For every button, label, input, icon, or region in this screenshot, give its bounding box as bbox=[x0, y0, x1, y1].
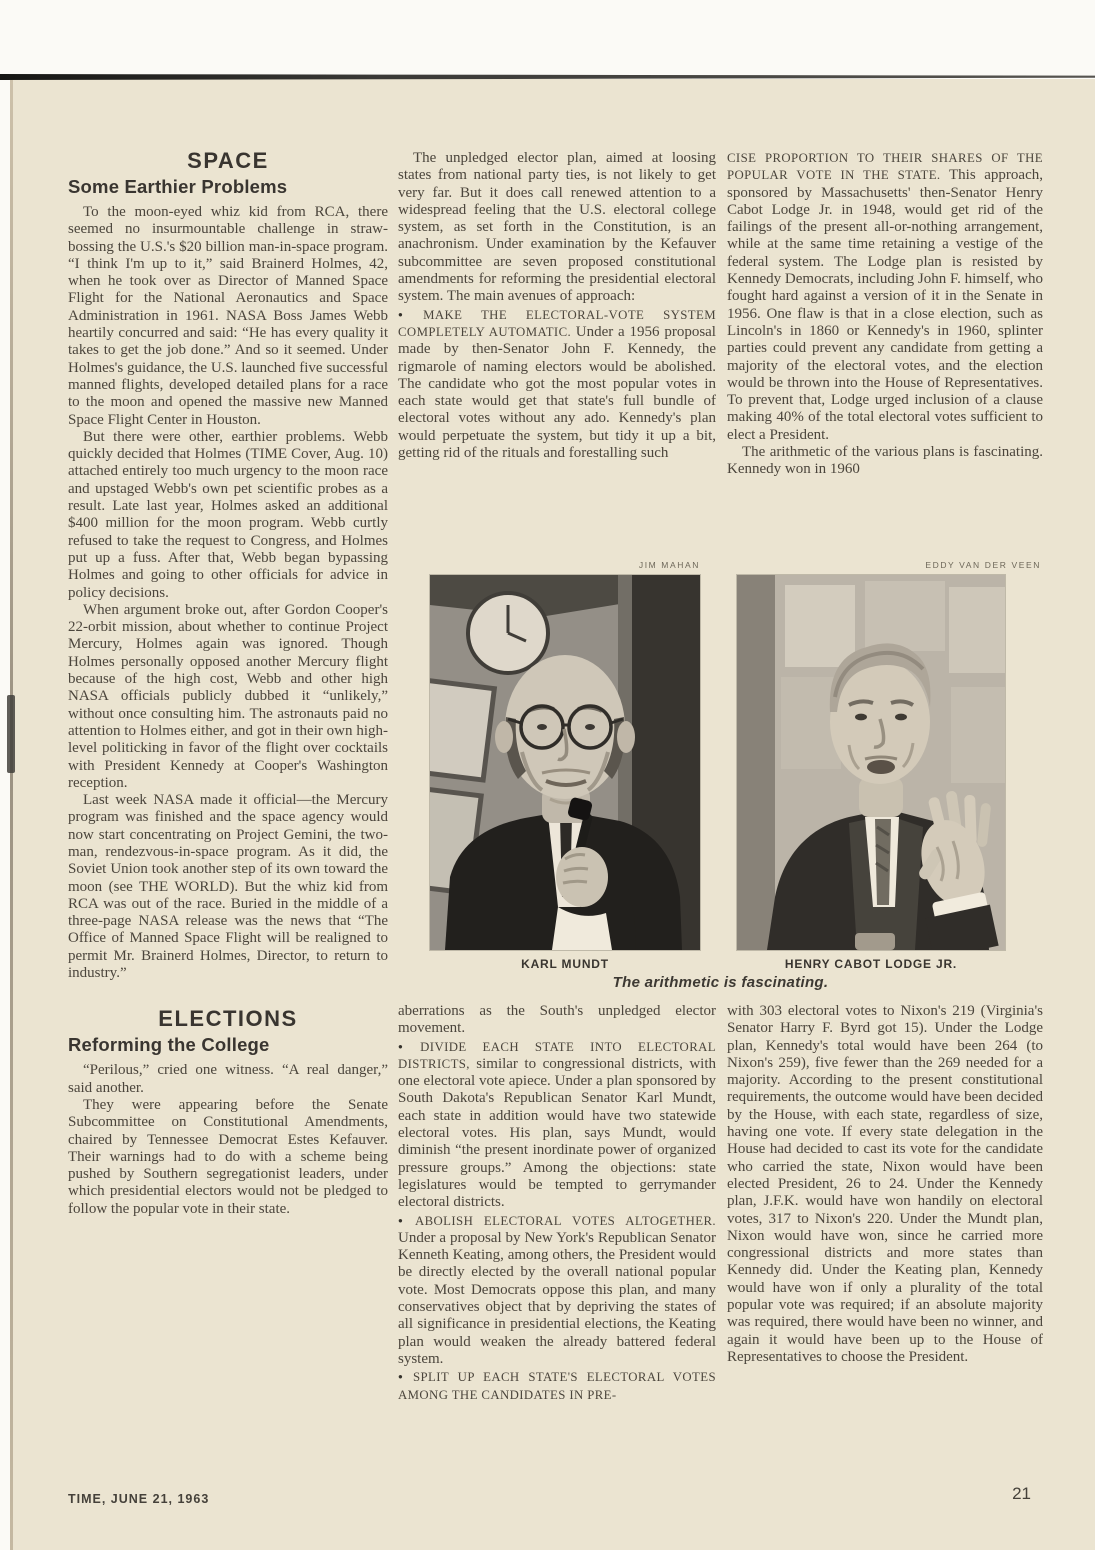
section-title-space: SPACE bbox=[187, 148, 269, 173]
paragraph: When argument broke out, after Gordon Cooper's 22-orbit mission, about whether to continue Project Mercury, Holmes again was ignored. Though Holmes personally opposed another Mercury flight because of the high cost, Webb and other high NASA officials publicly dubbed it “unlikely,” without once consulting him. The astronauts paid no attention to Holmes either, and got in their own high-level politicking in favor of the flight over cocktails with President Kennedy at Cooper's Washington reception. bbox=[68, 601, 388, 791]
bullet-icon: ● bbox=[398, 1372, 409, 1382]
paragraph: The unpledged elector plan, aimed at loosing states from national party ties, is not likely to get very far. But it does call renewed attention to a widespread feeling that the U.S. electoral college system, as set forth in the Constitution, is an anachronism. Under examination by the Kefauver subcommittee are seven proposed constitutional amendments for reforming the presidential electoral system. The main avenues of approach: bbox=[398, 150, 716, 305]
column-2-top bbox=[398, 150, 716, 462]
bullet-paragraph: ● MAKE THE ELECTORAL-VOTE SYSTEM COMPLETELY AUTOMATIC. Under a 1956 proposal made by then-Senator John F. Kennedy, the rigmarole of naming electors would be abolished. The candidate who got the most popular votes in each state would get that state's full bundle of electoral votes without any ado. Kennedy's plan would perpetuate the system, but tidy it up a bit, getting rid of the rituals and forestalling such bbox=[398, 307, 716, 462]
photo-caption-left: KARL MUNDT bbox=[521, 957, 609, 971]
small-caps-lead: SPLIT UP EACH STATE'S ELECTORAL VOTES AMONG THE CANDIDATES IN PRE- bbox=[398, 1370, 716, 1402]
karl-mundt-photo bbox=[430, 575, 700, 950]
paragraph: with 303 electoral votes to Nixon's 219 (Virginia's Senator Harry F. Byrd got 15). Under the Lodge plan, Kennedy's total would have been 264 (to Nixon's 259), five fewer than the 269 needed for a majority. According to the present constitutional requirements, the outcome would have been decided by the House, with each state, regardless of size, having one vote. If every state delegation in the House had decided to cast its vote for the candidate who carried the state, Nixon would have been elected President, 26 to 24. Under the Kennedy plan, J.F.K. would have won handily on electoral votes, 317 to Nixon's 220. Under the Mundt plan, Nixon would have won, since he carried more congressional districts and more states than Kennedy did. Under the Keating plan, Kennedy would have won if only a plurality of the total popular vote was required; if an absolute majority was required, there would have been no winner, and again it would have been up to the House of Representatives to choose the President. bbox=[727, 1003, 1043, 1365]
henry-cabot-lodge-photo bbox=[737, 575, 1005, 950]
paragraph: They were appearing before the Senate Subcommittee on Constitutional Amendments, chaired by Tennessee Democrat Estes Kefauver. Their warnings had to do with a scheme being pushed by Southern segregationist leaders, under which presidential electors would not be pledged to follow the popular vote in their state. bbox=[68, 1096, 388, 1217]
henry-cabot-lodge-portrait-illustration bbox=[737, 575, 1005, 950]
binding-strip bbox=[10, 80, 13, 1550]
bullet-paragraph: ● ABOLISH ELECTORAL VOTES ALTOGETHER. Under a proposal by New York's Republican Senator Kenneth Keating, among others, the President would be directly elected by the overall national popular vote. Most Democrats oppose this plan, and many conservatives object that by depriving the states of all significance in presidential elections, the Keating plan would weaken the already battered federal system. bbox=[398, 1213, 716, 1367]
karl-mundt-portrait-illustration bbox=[430, 575, 700, 950]
photo-credit-right: EDDY VAN DER VEEN bbox=[925, 560, 1041, 570]
small-caps-lead: DIVIDE EACH STATE INTO ELECTORAL DISTRICTS, bbox=[398, 1039, 716, 1071]
space-paragraphs bbox=[68, 204, 388, 982]
photo-block bbox=[398, 560, 1043, 1005]
bullet-icon: ● bbox=[398, 1215, 410, 1225]
small-caps-lead: CISE PROPORTION TO THEIR SHARES OF THE POPULAR VOTE IN THE STATE. bbox=[727, 151, 1043, 183]
section-title-elections: ELECTIONS bbox=[158, 1006, 298, 1032]
paragraph: “Perilous,” cried one witness. “A real danger,” said another. bbox=[68, 1062, 388, 1096]
paragraph: The arithmetic of the various plans is fascinating. Kennedy won in 1960 bbox=[727, 444, 1043, 478]
section-subtitle-space: Some Earthier Problems bbox=[68, 176, 288, 197]
column-1 bbox=[68, 148, 388, 1218]
paragraph: To the moon-eyed whiz kid from RCA, there seemed no insurmountable challenge in straw-bossing the U.S.'s $20 billion man-in-space program. “I think I'm up to it,” said Brainerd Holmes, 42, when he took over as Director of Manned Space Flight for the National Aeronautics and Space Administration in 1961. NASA Boss James Webb heartily concurred and said: “He has every quality it takes to get the job done.” And so it seemed. Under Holmes's guidance, the U.S. launched five successful manned flights, developed detailed plans for a race to the moon and opened the massive new Manned Space Flight Center in Houston. bbox=[68, 204, 388, 428]
column-3-top bbox=[727, 150, 1043, 479]
paragraph: aberrations as the South's unpledged elector movement. bbox=[398, 1003, 716, 1037]
elections-paragraphs bbox=[68, 1062, 388, 1218]
bullet-paragraph: ● DIVIDE EACH STATE INTO ELECTORAL DISTRICTS, similar to congressional districts, with one electoral vote apiece. Under a plan sponsored by South Dakota's Republican Senator Karl Mundt, each state in addition would have two statewide electoral votes. His plan, says Mundt, would diminish “the present inordinate power of organized pressure groups.” Among the objections: state legislatures would be tempted to gerrymander electoral districts. bbox=[398, 1039, 716, 1211]
section-subtitle-elections: Reforming the College bbox=[68, 1034, 270, 1056]
small-caps-lead: ABOLISH ELECTORAL VOTES ALTOGETHER. bbox=[414, 1213, 716, 1228]
issue-date-footer: TIME, JUNE 21, 1963 bbox=[68, 1492, 210, 1506]
binding-smudge bbox=[7, 695, 15, 773]
photo-caption-right: HENRY CABOT LODGE JR. bbox=[784, 957, 958, 971]
paragraph: CISE PROPORTION TO THEIR SHARES OF THE POPULAR VOTE IN THE STATE. This approach, sponsored by Massachusetts' then-Senator Henry Cabot Lodge Jr. in 1948, would get rid of the failings of the present all-or-nothing arrangement, while at the same time retaining a vestige of the federal system. The Lodge plan is resisted by Kennedy Democrats, including John F. himself, who fought hard against a version of it in the Senate in 1956. One flaw is that in a close election, such as Lincoln's in 1860 or Kennedy's in 1960, splinter parties could prevent any candidate from getting a majority of the electoral votes, and the election would be thrown into the House of Representatives. To prevent that, Lodge urged inclusion of a clause making 40% of the total electoral votes sufficient to elect a President. bbox=[727, 151, 1043, 443]
bullet-icon: ● bbox=[398, 1041, 416, 1051]
bullet-paragraph bbox=[398, 1368, 716, 1404]
photo-credit-left: JIM MAHAN bbox=[638, 560, 700, 570]
photo-shared-caption: The arithmetic is fascinating. bbox=[612, 974, 829, 991]
paragraph: But there were other, earthier problems. Webb quickly decided that Holmes (TIME Cover, Aug. 10) attached entirely too much urgency to the moon race and upstaged Webb's own pet scientific probes as a result. Late last year, Holmes asked an additional $400 million for the moon program. Webb curtly refused to take the request to Congress, and Holmes put up a fuss. After that, Webb began bypassing Holmes and going to other officials for advice in policy decisions. bbox=[68, 428, 388, 601]
page-number: 21 bbox=[1012, 1484, 1031, 1503]
small-caps-lead: MAKE THE ELECTORAL-VOTE SYSTEM COMPLETELY AUTOMATIC. bbox=[398, 307, 716, 339]
paragraph: Last week NASA made it official—the Mercury program was finished and the space agency would now start concentrating on Project Gemini, the two-man, rendezvous-in-space program. As it did, the Soviet Union took another step of its own toward the moon (see THE WORLD). But the whiz kid from RCA was out of the race. Buried in the middle of a three-page NASA release was the news that “The Office of Manned Space Flight will be realigned to permit Mr. Brainerd Holmes, Director, to return to industry.” bbox=[68, 792, 388, 982]
column-3-bottom bbox=[727, 1003, 1043, 1366]
column-2-bottom bbox=[398, 1003, 716, 1404]
bullet-icon: ● bbox=[398, 309, 419, 319]
